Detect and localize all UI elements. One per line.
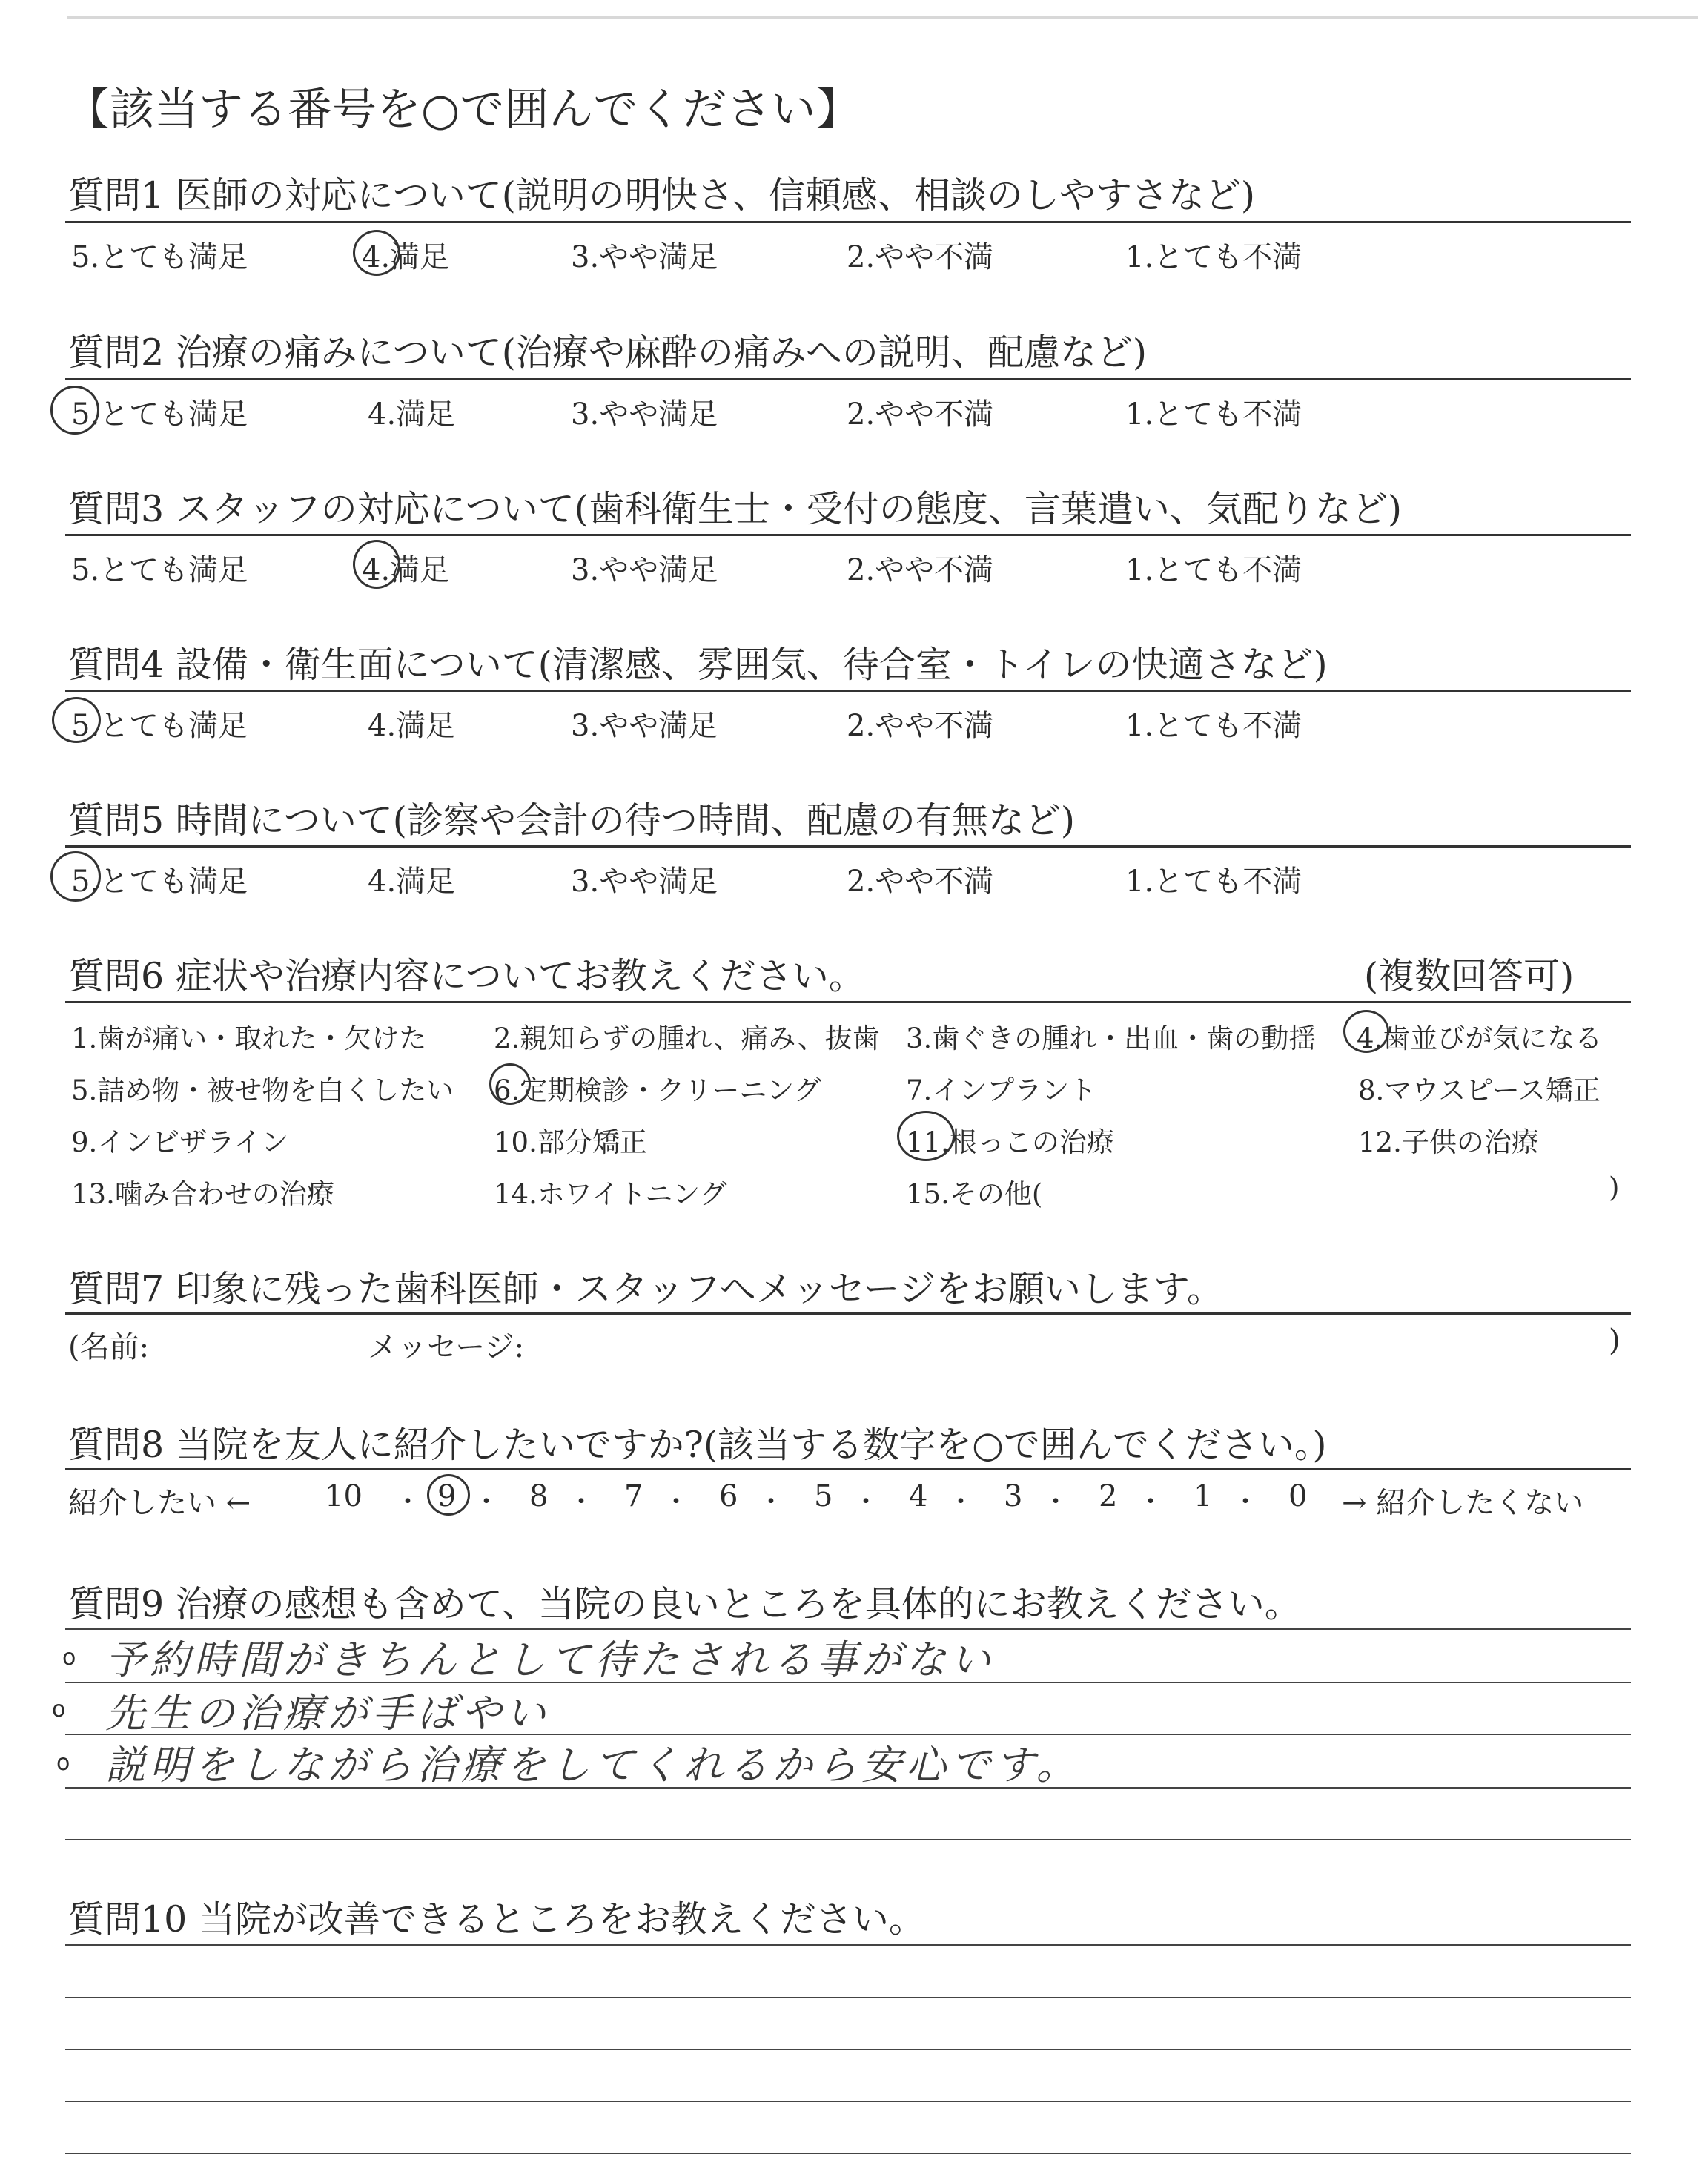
q9-header: 質問9 治療の感想も含めて、当院の良いところを具体的にお教えください。: [68, 1583, 1301, 1625]
q8-scale-5[interactable]: 5: [814, 1479, 833, 1513]
q6-item-6[interactable]: 6.定期検診・クリーニング: [494, 1074, 821, 1106]
q3-option-2[interactable]: 2.やや不満: [847, 553, 994, 587]
q6-item-11[interactable]: 11.根っこの治療: [906, 1126, 1114, 1158]
q9-writing-line: [65, 1839, 1631, 1840]
q6-item-9[interactable]: 9.インビザライン: [71, 1126, 289, 1158]
q4-rule: [65, 690, 1631, 692]
q4-selection-circle: [52, 697, 101, 743]
q1-option-2[interactable]: 2.やや不満: [847, 240, 994, 274]
q2-option-2[interactable]: 2.やや不満: [847, 397, 994, 432]
q6-item-1[interactable]: 1.歯が痛い・取れた・欠けた: [71, 1023, 427, 1054]
q8-separator-dot: ・: [947, 1487, 975, 1517]
q6-item-5[interactable]: 5.詰め物・被せ物を白くしたい: [71, 1074, 454, 1106]
page-title: 【該当する番号を○で囲んでください】: [65, 84, 861, 136]
q8-scale-8[interactable]: 8: [529, 1479, 549, 1513]
q7-close-paren: ): [1609, 1324, 1621, 1358]
q8-scale-6[interactable]: 6: [719, 1479, 738, 1513]
q4-option-4[interactable]: 4.満足: [368, 709, 456, 743]
q8-separator-dot: ・: [853, 1487, 880, 1517]
q8-separator-dot: ・: [663, 1487, 690, 1517]
q1-option-5[interactable]: 5.とても満足: [71, 240, 248, 274]
q9-answer-bullet: o: [52, 1697, 66, 1723]
q6-item-13[interactable]: 13.噛み合わせの治療: [71, 1178, 334, 1210]
q6-selection-circle-4: [1343, 1010, 1389, 1053]
q2-option-1[interactable]: 1.とても不満: [1125, 397, 1302, 432]
q6-item-3[interactable]: 3.歯ぐきの腫れ・出血・歯の動揺: [906, 1023, 1317, 1054]
q5-option-4[interactable]: 4.満足: [368, 865, 456, 899]
q2-option-3[interactable]: 3.やや満足: [571, 397, 718, 432]
q1-header: 質問1 医師の対応について(説明の明快さ、信頼感、相談のしやすさなど): [68, 174, 1256, 217]
q6-item-4[interactable]: 4.歯並びが気になる: [1357, 1023, 1603, 1054]
q6-selection-circle-11: [897, 1111, 955, 1161]
q4-option-5[interactable]: 5.とても満足: [71, 709, 248, 743]
q10-writing-line: [65, 1997, 1631, 1998]
q7-rule: [65, 1312, 1631, 1315]
q8-scale-0[interactable]: 0: [1288, 1479, 1308, 1513]
q1-option-3[interactable]: 3.やや満足: [571, 240, 718, 274]
q3-selection-circle: [353, 540, 400, 589]
q7-message-label: メッセージ:: [368, 1330, 525, 1364]
q5-option-5[interactable]: 5.とても満足: [71, 865, 248, 899]
q2-header: 質問2 治療の痛みについて(治療や麻酔の痛みへの説明、配慮など): [68, 331, 1148, 374]
q8-scale-10[interactable]: 10: [325, 1479, 363, 1513]
q9-answer-2: 先生の治療が手ばやい: [105, 1690, 550, 1737]
q8-separator-dot: ・: [394, 1487, 422, 1517]
q3-option-5[interactable]: 5.とても満足: [71, 553, 248, 587]
q6-item-12[interactable]: 12.子供の治療: [1358, 1126, 1539, 1158]
q6-item-14[interactable]: 14.ホワイトニング: [494, 1178, 727, 1210]
q8-right-label: → 紹介したくない: [1342, 1486, 1584, 1520]
q3-rule: [65, 534, 1631, 536]
q8-scale-3[interactable]: 3: [1004, 1479, 1023, 1513]
q2-selection-circle: [50, 386, 99, 435]
q10-header: 質問10 当院が改善できるところをお教えください。: [68, 1898, 925, 1941]
q10-writing-line: [65, 2049, 1631, 2050]
q1-option-4[interactable]: 4.満足: [362, 240, 450, 274]
q10-rule: [65, 1944, 1631, 1946]
q8-separator-dot: ・: [568, 1487, 595, 1517]
q8-header: 質問8 当院を友人に紹介したいですか?(該当する数字を○で囲んでください。): [68, 1424, 1327, 1466]
q6-item-7[interactable]: 7.インプラント: [906, 1074, 1097, 1106]
q8-scale-9[interactable]: 9: [437, 1479, 457, 1513]
q8-separator-dot: ・: [1042, 1487, 1070, 1517]
q4-option-1[interactable]: 1.とても不満: [1125, 709, 1302, 743]
q10-writing-line: [65, 2153, 1631, 2154]
q10-writing-line: [65, 2101, 1631, 2102]
q8-separator-dot: ・: [1232, 1487, 1260, 1517]
q2-rule: [65, 378, 1631, 380]
q5-rule: [65, 845, 1631, 848]
q8-scale-2[interactable]: 2: [1099, 1479, 1118, 1513]
q3-header: 質問3 スタッフの対応について(歯科衛生士・受付の態度、言葉遣い、気配りなど): [68, 488, 1403, 530]
q5-option-2[interactable]: 2.やや不満: [847, 865, 994, 899]
q4-header: 質問4 設備・衛生面について(清潔感、雰囲気、待合室・トイレの快適さなど): [68, 644, 1328, 686]
q3-option-1[interactable]: 1.とても不満: [1125, 553, 1302, 587]
q2-option-5[interactable]: 5.とても満足: [71, 397, 248, 432]
scan-top-edge: [67, 16, 1698, 19]
q6-item-8[interactable]: 8.マウスピース矯正: [1358, 1074, 1601, 1106]
q6-item-10[interactable]: 10.部分矯正: [494, 1126, 647, 1158]
q6-multi-note: (複数回答可): [1364, 955, 1575, 997]
q5-option-3[interactable]: 3.やや満足: [571, 865, 718, 899]
q5-header: 質問5 時間について(診察や会計の待つ時間、配慮の有無など): [68, 799, 1076, 842]
q8-left-label: 紹介したい ←: [68, 1486, 251, 1520]
q9-answer-bullet: o: [56, 1750, 70, 1776]
q8-scale-4[interactable]: 4: [909, 1479, 928, 1513]
q1-selection-circle: [353, 230, 400, 276]
q5-selection-circle: [50, 851, 101, 902]
q8-separator-dot: ・: [758, 1487, 785, 1517]
q6-header: 質問6 症状や治療内容についてお教えください。: [68, 955, 865, 997]
q8-scale-1[interactable]: 1: [1194, 1479, 1213, 1513]
q9-answer-3: 説明をしながら治療をしてくれるから安心です。: [105, 1742, 1081, 1789]
q8-rule: [65, 1468, 1631, 1470]
q6-item-15[interactable]: 15.その他(: [906, 1178, 1043, 1210]
q2-option-4[interactable]: 4.満足: [368, 397, 456, 432]
q7-header: 質問7 印象に残った歯科医師・スタッフへメッセージをお願いします。: [68, 1268, 1223, 1310]
q4-option-3[interactable]: 3.やや満足: [571, 709, 718, 743]
q6-rule: [65, 1001, 1631, 1003]
q1-rule: [65, 221, 1631, 223]
q6-other-close-paren: ): [1609, 1172, 1620, 1203]
q7-name-label: (名前:: [68, 1330, 150, 1364]
q9-answer-bullet: o: [62, 1645, 76, 1671]
q1-option-1[interactable]: 1.とても不満: [1125, 240, 1302, 274]
q6-item-2[interactable]: 2.親知らずの腫れ、痛み、抜歯: [494, 1023, 880, 1054]
q5-option-1[interactable]: 1.とても不満: [1125, 865, 1302, 899]
q4-option-2[interactable]: 2.やや不満: [847, 709, 994, 743]
q8-scale-7[interactable]: 7: [624, 1479, 643, 1513]
q8-selection-circle: [427, 1474, 470, 1516]
q3-option-3[interactable]: 3.やや満足: [571, 553, 718, 587]
q8-separator-dot: ・: [1137, 1487, 1165, 1517]
q3-option-4[interactable]: 4.満足: [362, 553, 450, 587]
q8-separator-dot: ・: [473, 1487, 500, 1517]
q6-selection-circle-6: [489, 1063, 531, 1105]
q9-answer-1: 予約時間がきちんとして待たされる事がない: [105, 1636, 995, 1683]
